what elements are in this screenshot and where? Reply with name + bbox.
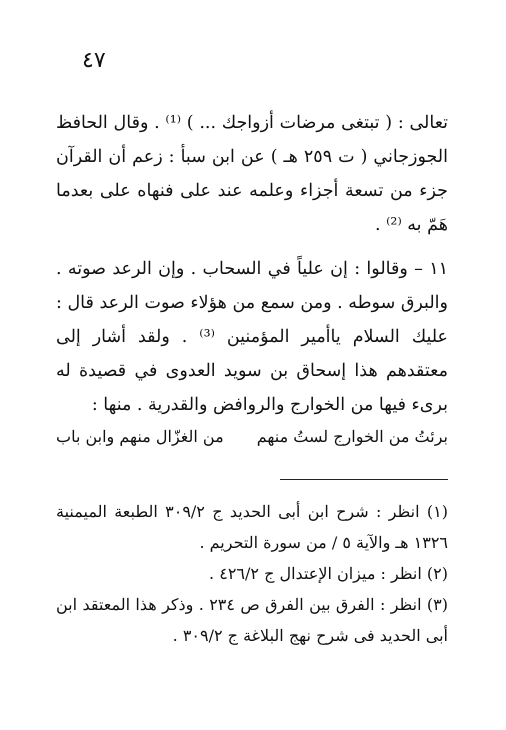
page-number: ٤٧ bbox=[82, 48, 106, 73]
footnotes bbox=[56, 496, 448, 651]
paragraph-item-11: ١١ – وقالوا : إن علياً في السحاب . وإن الرعد صوته . والبرق سوطه . ومن سمع من هؤلاء صوت الرعد قال : عليك السلام ياأمير المؤمنين ⁽³⁾ . ولقد أشار إلى معتقدهم هذا إسحاق بن سويد العدوى في قصيدة له برىء فيها من الخوارج والروافض والقدرية . منها : bbox=[56, 259, 448, 415]
footnote-separator bbox=[280, 479, 448, 480]
verse-first-hemistich: برئتُ من الخوارج لستُ منهم bbox=[256, 427, 448, 446]
footnote-2: (٢) انظر : ميزان الإعتدال ج ٤٢٦/٢ . bbox=[209, 564, 448, 583]
verse-second-hemistich: من الغزّال منهم وابن باب bbox=[56, 427, 224, 446]
footnote-1: (١) انظر : شرح ابن أبى الحديد ج ٣٠٩/٢ الطبعة الميمنية ١٣٢٦ هـ والآية ٥ / من سورة التحريم . bbox=[56, 502, 448, 552]
paragraph-continuation: تعالى : ( تبتغى مرضات أزواجك ... ) ⁽¹⁾ . وقال الحافظ الجوزجاني ( ت ٢٥٩ هـ ) عن ابن سبأ : زعم أن القرآن جزء من تسعة أجزاء وعلمه عند على فنهاه على بعدما هَمّ به ⁽²⁾ . bbox=[56, 113, 449, 235]
main-text bbox=[56, 106, 448, 452]
footnote-3: (٣) انظر : الفرق بين الفرق ص ٢٣٤ . وذكر هذا المعتقد ابن أبى الحديد فى شرح نهج البلاغة ج ٣٠٩/٢ . bbox=[56, 595, 449, 645]
poem-verse bbox=[56, 422, 448, 452]
